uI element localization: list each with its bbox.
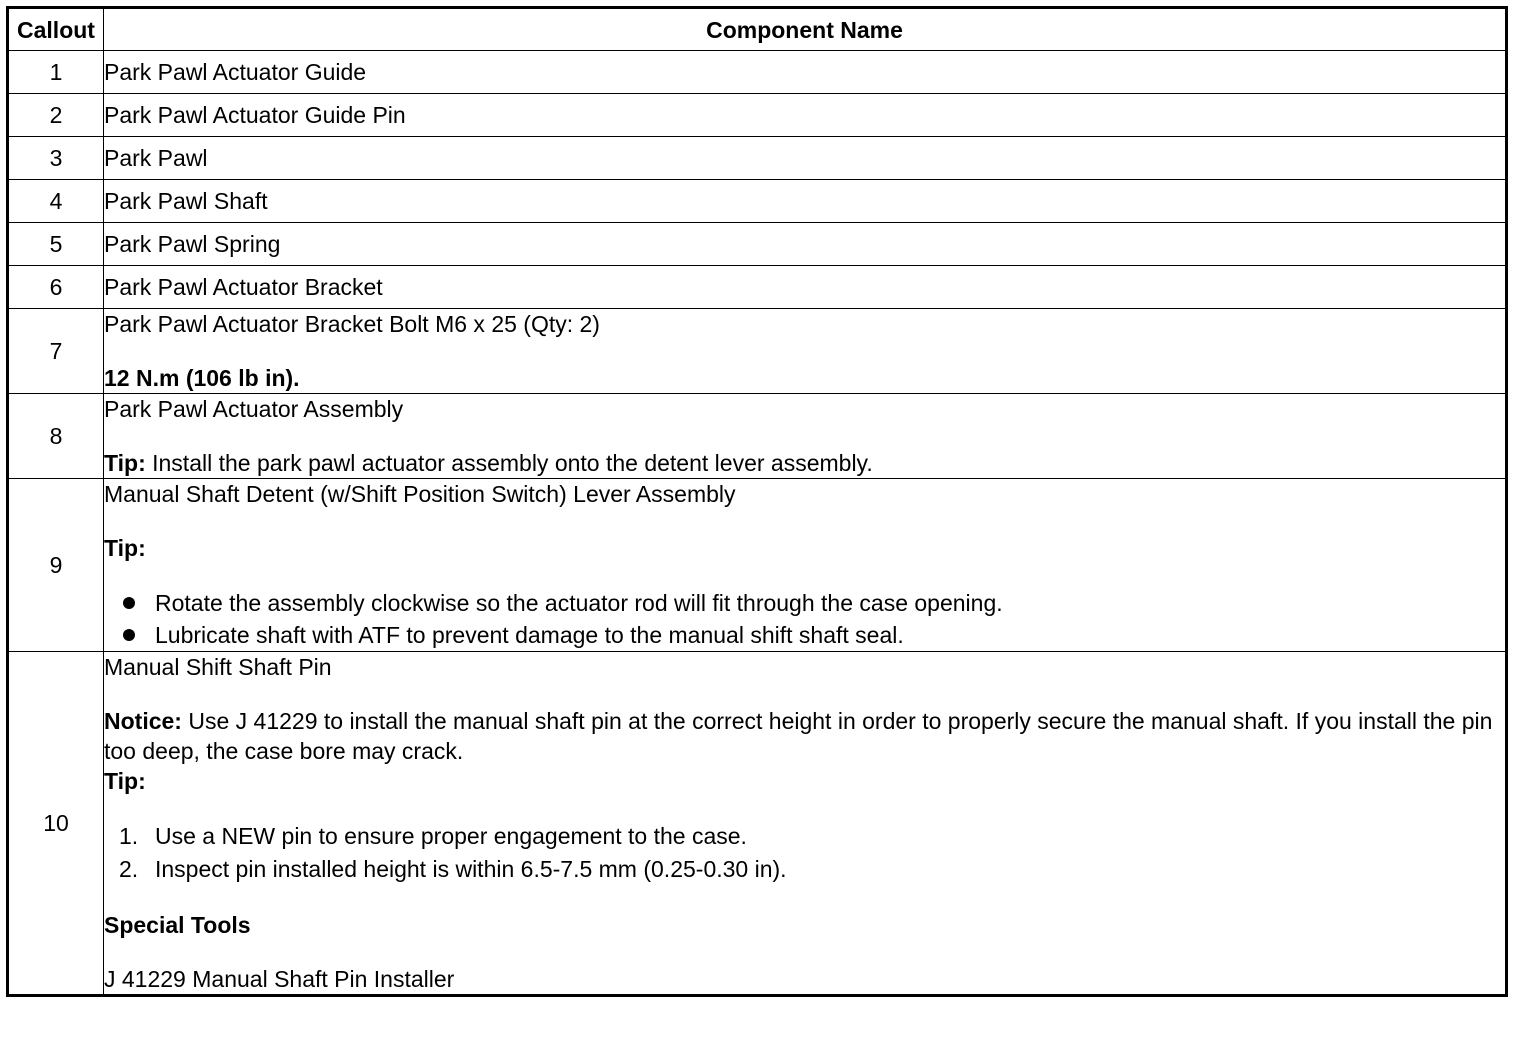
component-cell xyxy=(104,394,1507,479)
callout-number: 9 xyxy=(8,479,104,652)
table-row xyxy=(8,394,1507,479)
component-name: Park Pawl xyxy=(104,137,1507,180)
callout-number: 7 xyxy=(8,309,104,394)
notice-label: Notice: xyxy=(104,708,182,734)
header-callout: Callout xyxy=(8,8,104,51)
callout-number: 6 xyxy=(8,266,104,309)
table-row xyxy=(8,652,1507,996)
step-number: 1. xyxy=(119,823,139,849)
component-cell xyxy=(104,309,1507,394)
notice-paragraph xyxy=(104,706,1505,766)
special-tools-label: Special Tools xyxy=(104,912,251,938)
callout-number: 4 xyxy=(8,180,104,223)
step-number: 2. xyxy=(119,856,139,882)
component-cell xyxy=(104,479,1507,652)
header-row xyxy=(8,8,1507,51)
component-name: Park Pawl Shaft xyxy=(104,180,1507,223)
callout-number: 2 xyxy=(8,94,104,137)
component-name: Park Pawl Actuator Assembly xyxy=(104,396,404,422)
table-row xyxy=(8,266,1507,309)
callout-number: 3 xyxy=(8,137,104,180)
list-item: Rotate the assembly clockwise so the actuator rod will fit through the case opening. xyxy=(104,587,1505,619)
component-name: Park Pawl Actuator Bracket Bolt M6 x 25 (Qty: 2) xyxy=(104,311,600,337)
list-item: 2. Inspect pin installed height is within 6.5-7.5 mm (0.25-0.30 in). xyxy=(104,853,1505,886)
component-name: Park Pawl Actuator Bracket xyxy=(104,266,1507,309)
callout-number: 8 xyxy=(8,394,104,479)
callout-number: 1 xyxy=(8,51,104,94)
component-name: Park Pawl Spring xyxy=(104,223,1507,266)
tip-label: Tip: xyxy=(104,535,146,561)
component-name: Manual Shift Shaft Pin xyxy=(104,654,332,680)
tip-label: Tip: xyxy=(104,768,146,794)
component-name: Park Pawl Actuator Guide Pin xyxy=(104,94,1507,137)
table-row xyxy=(8,137,1507,180)
table-row xyxy=(8,479,1507,652)
table-row xyxy=(8,309,1507,394)
bullet-icon xyxy=(123,597,135,609)
bullet-icon xyxy=(123,629,135,641)
torque-spec: 12 N.m (106 lb in). xyxy=(104,365,300,391)
notice-text: Use J 41229 to install the manual shaft pin at the correct height in order to properly secure the manual shaft. If you install the pin too deep, the case bore may crack. xyxy=(104,708,1493,764)
special-tool: J 41229 Manual Shaft Pin Installer xyxy=(104,966,455,992)
tip-label: Tip: xyxy=(104,450,146,476)
table-row xyxy=(8,180,1507,223)
component-cell xyxy=(104,652,1507,996)
table-row xyxy=(8,51,1507,94)
tip-step-list xyxy=(104,820,1505,886)
callout-table xyxy=(6,6,1508,997)
list-item: 1. Use a NEW pin to ensure proper engagement to the case. xyxy=(104,820,1505,853)
tip-text: Install the park pawl actuator assembly onto the detent lever assembly. xyxy=(145,450,873,476)
component-name: Manual Shaft Detent (w/Shift Position Switch) Lever Assembly xyxy=(104,481,736,507)
component-name: Park Pawl Actuator Guide xyxy=(104,51,1507,94)
callout-number: 5 xyxy=(8,223,104,266)
table-row xyxy=(8,94,1507,137)
header-component-name: Component Name xyxy=(104,8,1507,51)
table-row xyxy=(8,223,1507,266)
tip-bullet-list xyxy=(104,587,1505,651)
callout-number: 10 xyxy=(8,652,104,996)
list-item: Lubricate shaft with ATF to prevent damage to the manual shift shaft seal. xyxy=(104,619,1505,651)
tip-paragraph xyxy=(104,448,1505,478)
